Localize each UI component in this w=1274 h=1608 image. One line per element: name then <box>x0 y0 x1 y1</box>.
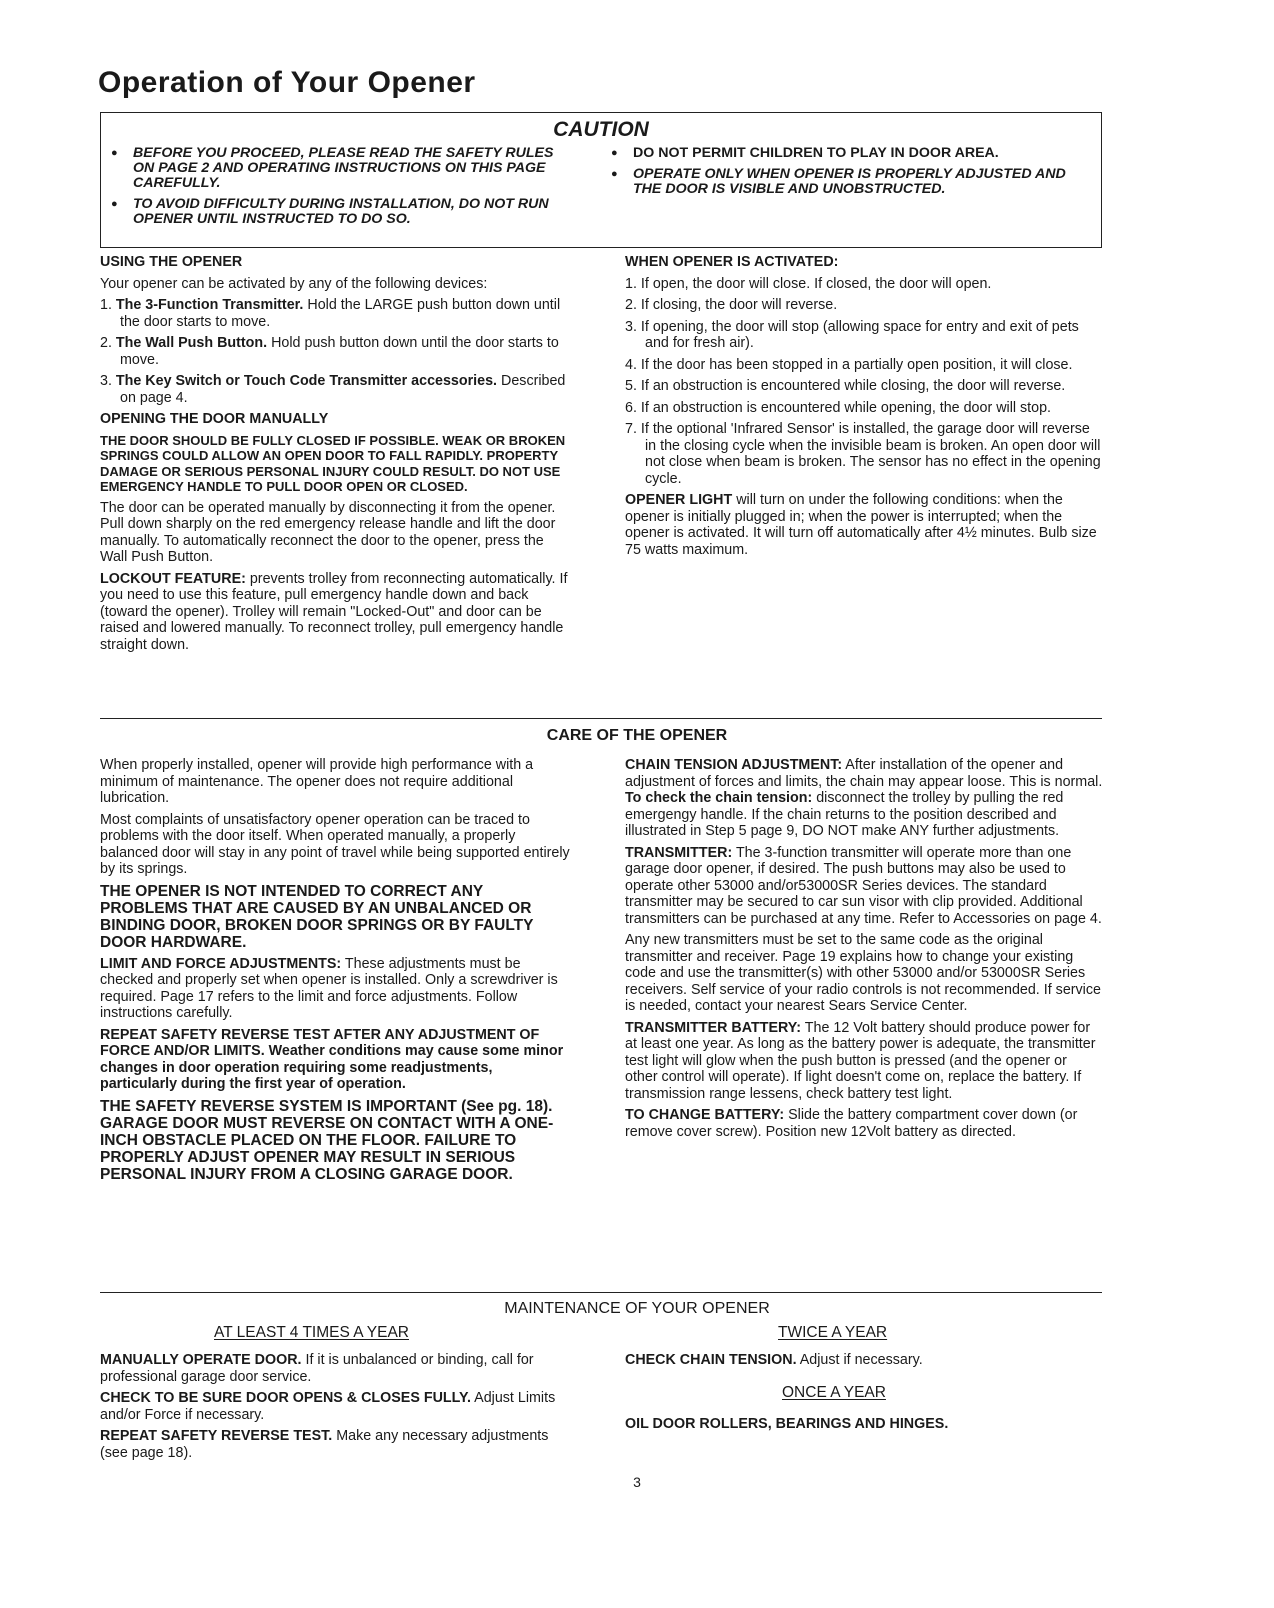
warning-text: THE OPENER IS NOT INTENDED TO CORRECT ANY PROBLEMS THAT ARE CAUSED BY AN UNBALANCED OR BINDING DOOR, BROKEN DOOR SPRINGS OR BY FAULTY DOOR HARDWARE. <box>100 882 534 951</box>
paragraph: OPENER LIGHT will turn on under the following conditions: when the opener is initially plugged in; when the power is interrupted; when the opener is activated. It will turn off automatically after 4½ minutes. Bulb size 75 watts maximum. <box>625 492 1097 558</box>
list-item: 4. If the door has been stopped in a partially open position, it will close. <box>625 356 1073 373</box>
caution-title: CAUTION <box>553 118 649 141</box>
caution-left-column <box>111 146 576 233</box>
care-right-column <box>625 757 1103 1145</box>
paragraph: CHAIN TENSION ADJUSTMENT: After installation of the opener and adjustment of forces and limits, the chain may appear loose. This is normal. To check the chain tension: disconnect the trolley by pulling the red emergengy handle. If the chain returns to the position described and illustrated in Step 5 page 9, DO NOT make ANY further adjustments. <box>625 757 1103 839</box>
caution-item: ● OPERATE ONLY WHEN OPENER IS PROPERLY ADJUSTED AND THE DOOR IS VISIBLE AND UNOBSTRUCTED. <box>611 167 1076 197</box>
list-item: 6. If an obstruction is encountered while opening, the door will stop. <box>625 399 1052 416</box>
warning-text: THE SAFETY REVERSE SYSTEM IS IMPORTANT (See pg. 18). GARAGE DOOR MUST REVERSE ON CONTACT WITH A ONE-INCH OBSTACLE PLACED ON THE FLOOR. FAILURE TO PROPERLY ADJUST OPENER MAY RESULT IN SERIOUS PERSONAL INJURY FROM A CLOSING GARAGE DOOR. <box>100 1097 554 1183</box>
section-heading: OPENING THE DOOR MANUALLY <box>100 411 329 427</box>
list-item: 1. If open, the door will close. If closed, the door will open. <box>625 275 992 292</box>
paragraph: Most complaints of unsatisfactory opener operation can be traced to problems with the door itself. When operated manually, a properly balanced door will stay in any point of travel while being supported entirely by its springs. <box>100 811 570 877</box>
list-item: 2. If closing, the door will reverse. <box>625 297 838 313</box>
section-heading: WHEN OPENER IS ACTIVATED: <box>625 254 839 270</box>
page-title: Operation of Your Opener <box>98 66 476 99</box>
paragraph: TRANSMITTER: The 3-function transmitter will operate more than one garage door opener, if desired. The push buttons may also be used to operate other 53000 and/or53000SR Series devices. The standard transmitter may be secured to car sun visor with clip provided. Additional transmitters can be purchased at any time. Refer to Accessories on page 4. <box>625 844 1102 927</box>
paragraph: CHECK CHAIN TENSION. Adjust if necessary. <box>625 1352 923 1368</box>
paragraph: REPEAT SAFETY REVERSE TEST AFTER ANY ADJUSTMENT OF FORCE AND/OR LIMITS. Weather conditions may cause some minor changes in door operation requiring some readjustments, particularly during the first year of operation. <box>100 1026 564 1092</box>
paragraph: TRANSMITTER BATTERY: The 12 Volt battery should produce power for at least one year. As long as the battery power is adequate, the transmitter test light will glow when the push button is pressed (and the opener or other control will operate). If light doesn't come on, replace the battery. If transmission range lessens, check battery test light. <box>625 1019 1096 1102</box>
caution-item: ● DO NOT PERMIT CHILDREN TO PLAY IN DOOR AREA. <box>611 146 1076 161</box>
paragraph: CHECK TO BE SURE DOOR OPENS & CLOSES FULLY. Adjust Limits and/or Force if necessary. <box>100 1390 556 1423</box>
care-heading: CARE OF THE OPENER <box>546 727 728 744</box>
paragraph: The door can be operated manually by disconnecting it from the opener. Pull down sharply on the red emergency release handle and lift the door manually. To automatically reconnect the door to the opener, press the Wall Push Button. <box>100 499 556 565</box>
list-item: 3. If opening, the door will stop (allowing space for entry and exit of pets and for fresh air). <box>625 318 1079 351</box>
using-opener-section <box>100 254 570 658</box>
paragraph: Your opener can be activated by any of the following devices: <box>100 275 488 292</box>
page-number: 3 <box>633 1474 641 1490</box>
caution-box <box>100 112 1102 248</box>
paragraph: LOCKOUT FEATURE: prevents trolley from reconnecting automatically. If you need to use this feature, pull emergency handle down and back (toward the opener). Trolley will remain "Locked-Out" and door can be raised and lowered manually. To reconnect trolley, pull emergency handle straight down. <box>100 570 568 653</box>
divider <box>100 1292 1102 1293</box>
maintenance-left-column <box>100 1352 570 1466</box>
paragraph: TO CHANGE BATTERY: Slide the battery compartment cover down (or remove cover screw). Position new 12Volt battery as directed. <box>625 1107 1078 1140</box>
sub-heading: TWICE A YEAR <box>778 1324 888 1341</box>
divider <box>100 718 1102 719</box>
sub-heading: AT LEAST 4 TIMES A YEAR <box>214 1324 409 1341</box>
caution-item: ● BEFORE YOU PROCEED, PLEASE READ THE SAFETY RULES ON PAGE 2 AND OPERATING INSTRUCTIONS ON THIS PAGE CAREFULLY. <box>111 146 576 191</box>
maintenance-heading: MAINTENANCE OF YOUR OPENER <box>504 1300 770 1317</box>
paragraph: When properly installed, opener will provide high performance with a minimum of maintenance. The opener does not require additional lubrication. <box>100 757 534 806</box>
maintenance-twice <box>625 1352 1103 1374</box>
list-item: 2. The Wall Push Button. Hold push button down until the door starts to move. <box>100 335 559 368</box>
warning-text: THE DOOR SHOULD BE FULLY CLOSED IF POSSIBLE. WEAK OR BROKEN SPRINGS COULD ALLOW AN OPEN DOOR TO FALL RAPIDLY. PROPERTY DAMAGE OR SERIOUS PERSONAL INJURY COULD RESULT. DO NOT USE EMERGENCY HANDLE TO PULL DOOR OPEN OR CLOSED. <box>100 432 566 494</box>
paragraph: Any new transmitters must be set to the same code as the original transmitter and receiver. Page 19 explains how to change your existing code and use the transmitter(s) with other 53000 and/or 53000SR Series receivers. Self service of your radio controls is not recommended. If service is needed, contact your nearest Sears Service Center. <box>625 932 1101 1014</box>
paragraph: OIL DOOR ROLLERS, BEARINGS AND HINGES. <box>625 1416 949 1432</box>
caution-item: ● TO AVOID DIFFICULTY DURING INSTALLATION, DO NOT RUN OPENER UNTIL INSTRUCTED TO DO SO. <box>111 197 576 227</box>
paragraph: LIMIT AND FORCE ADJUSTMENTS: These adjustments must be checked and properly set when opener is installed. Only a screwdriver is required. Page 17 refers to the limit and force adjustments. Follow instructions carefully. <box>100 955 558 1021</box>
sub-heading: ONCE A YEAR <box>782 1384 886 1401</box>
paragraph: REPEAT SAFETY REVERSE TEST. Make any necessary adjustments (see page 18). <box>100 1428 549 1461</box>
list-item: 3. The Key Switch or Touch Code Transmitter accessories. Described on page 4. <box>100 373 566 406</box>
activated-section <box>625 254 1103 563</box>
care-left-column <box>100 757 570 1188</box>
list-item: 1. The 3-Function Transmitter. Hold the LARGE push button down until the door starts to move. <box>100 297 561 330</box>
list-item: 5. If an obstruction is encountered while closing, the door will reverse. <box>625 378 1066 394</box>
paragraph: MANUALLY OPERATE DOOR. If it is unbalanced or binding, call for professional garage door service. <box>100 1352 534 1385</box>
caution-right-column <box>611 146 1076 203</box>
section-heading: USING THE OPENER <box>100 254 243 270</box>
list-item: 7. If the optional 'Infrared Sensor' is installed, the garage door will reverse in the closing cycle when the invisible beam is broken. An open door will not close when beam is broken. The sensor has no effect in the opening cycle. <box>625 421 1101 487</box>
maintenance-once <box>625 1416 1103 1438</box>
